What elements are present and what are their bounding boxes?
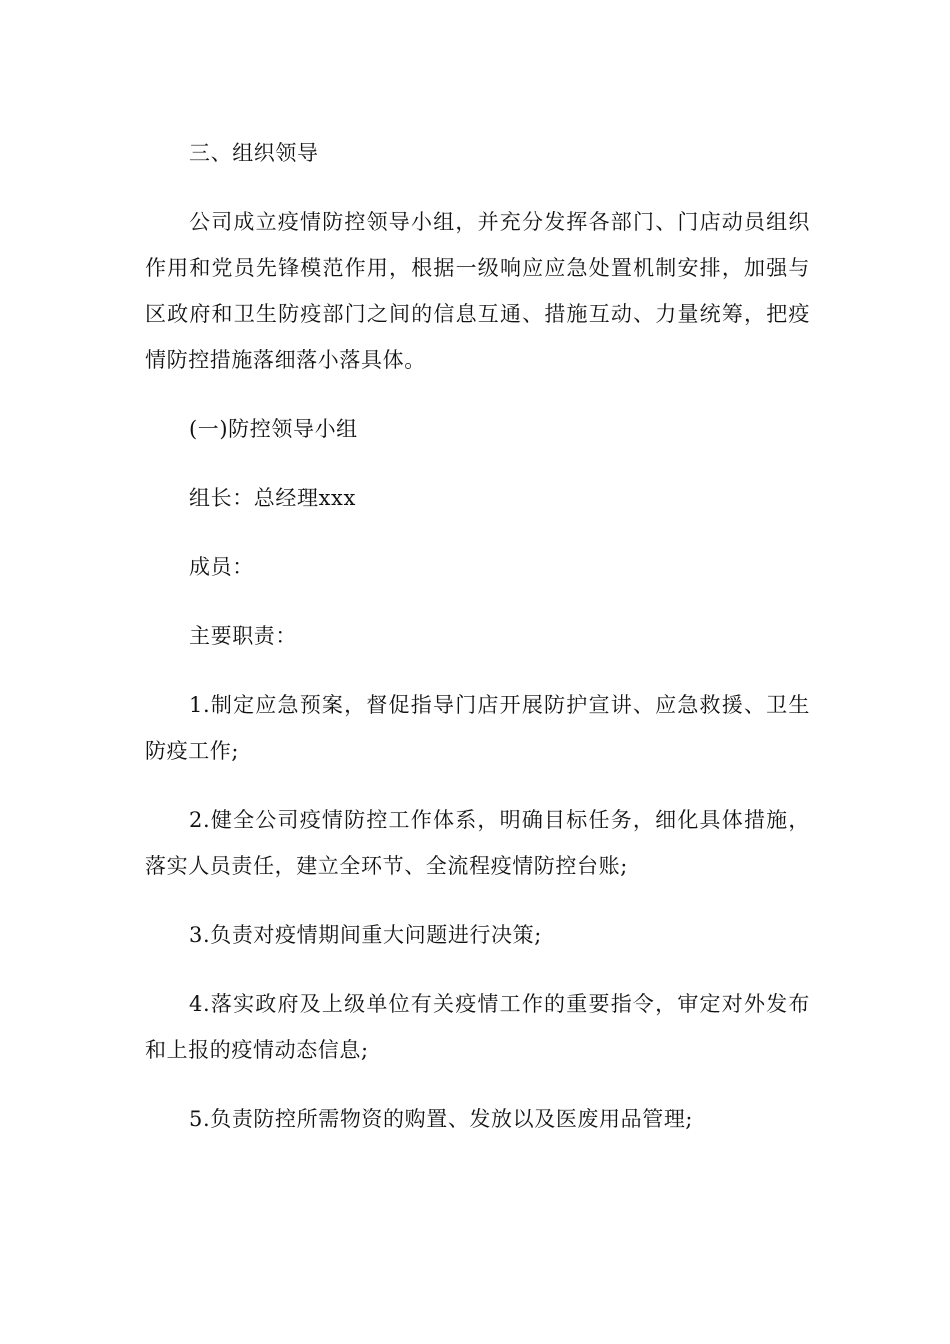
duty-item-2: 2.健全公司疫情防控工作体系，明确目标任务，细化具体措施，落实人员责任，建立全环节、全流程疫情防控台账; [145, 808, 810, 878]
duty-item-5: 5.负责防控所需物资的购置、发放以及医废用品管理; [189, 1107, 694, 1131]
duty-item-4: 4.落实政府及上级单位有关疫情工作的重要指令，审定对外发布和上报的疫情动态信息; [145, 992, 810, 1062]
subsection-heading: (一)防控领导小组 [189, 417, 358, 441]
intro-paragraph: 公司成立疫情防控领导小组，并充分发挥各部门、门店动员组织作用和党员先锋模范作用，根据一级响应应急处置机制安排，加强与区政府和卫生防疫部门之间的信息互通、措施互动、力量统筹，把疫情防控措施落细落小落具体。 [145, 210, 810, 372]
duty-item-3: 3.负责对疫情期间重大问题进行决策; [189, 923, 542, 947]
members-line: 成员： [189, 555, 254, 579]
leader-line: 组长：总经理xxx [189, 486, 356, 510]
duty-item-1: 1.制定应急预案，督促指导门店开展防护宣讲、应急救援、卫生防疫工作; [145, 693, 810, 763]
document-body [145, 130, 810, 1165]
duties-heading: 主要职责： [189, 624, 297, 648]
section-heading: 三、组织领导 [189, 141, 319, 165]
